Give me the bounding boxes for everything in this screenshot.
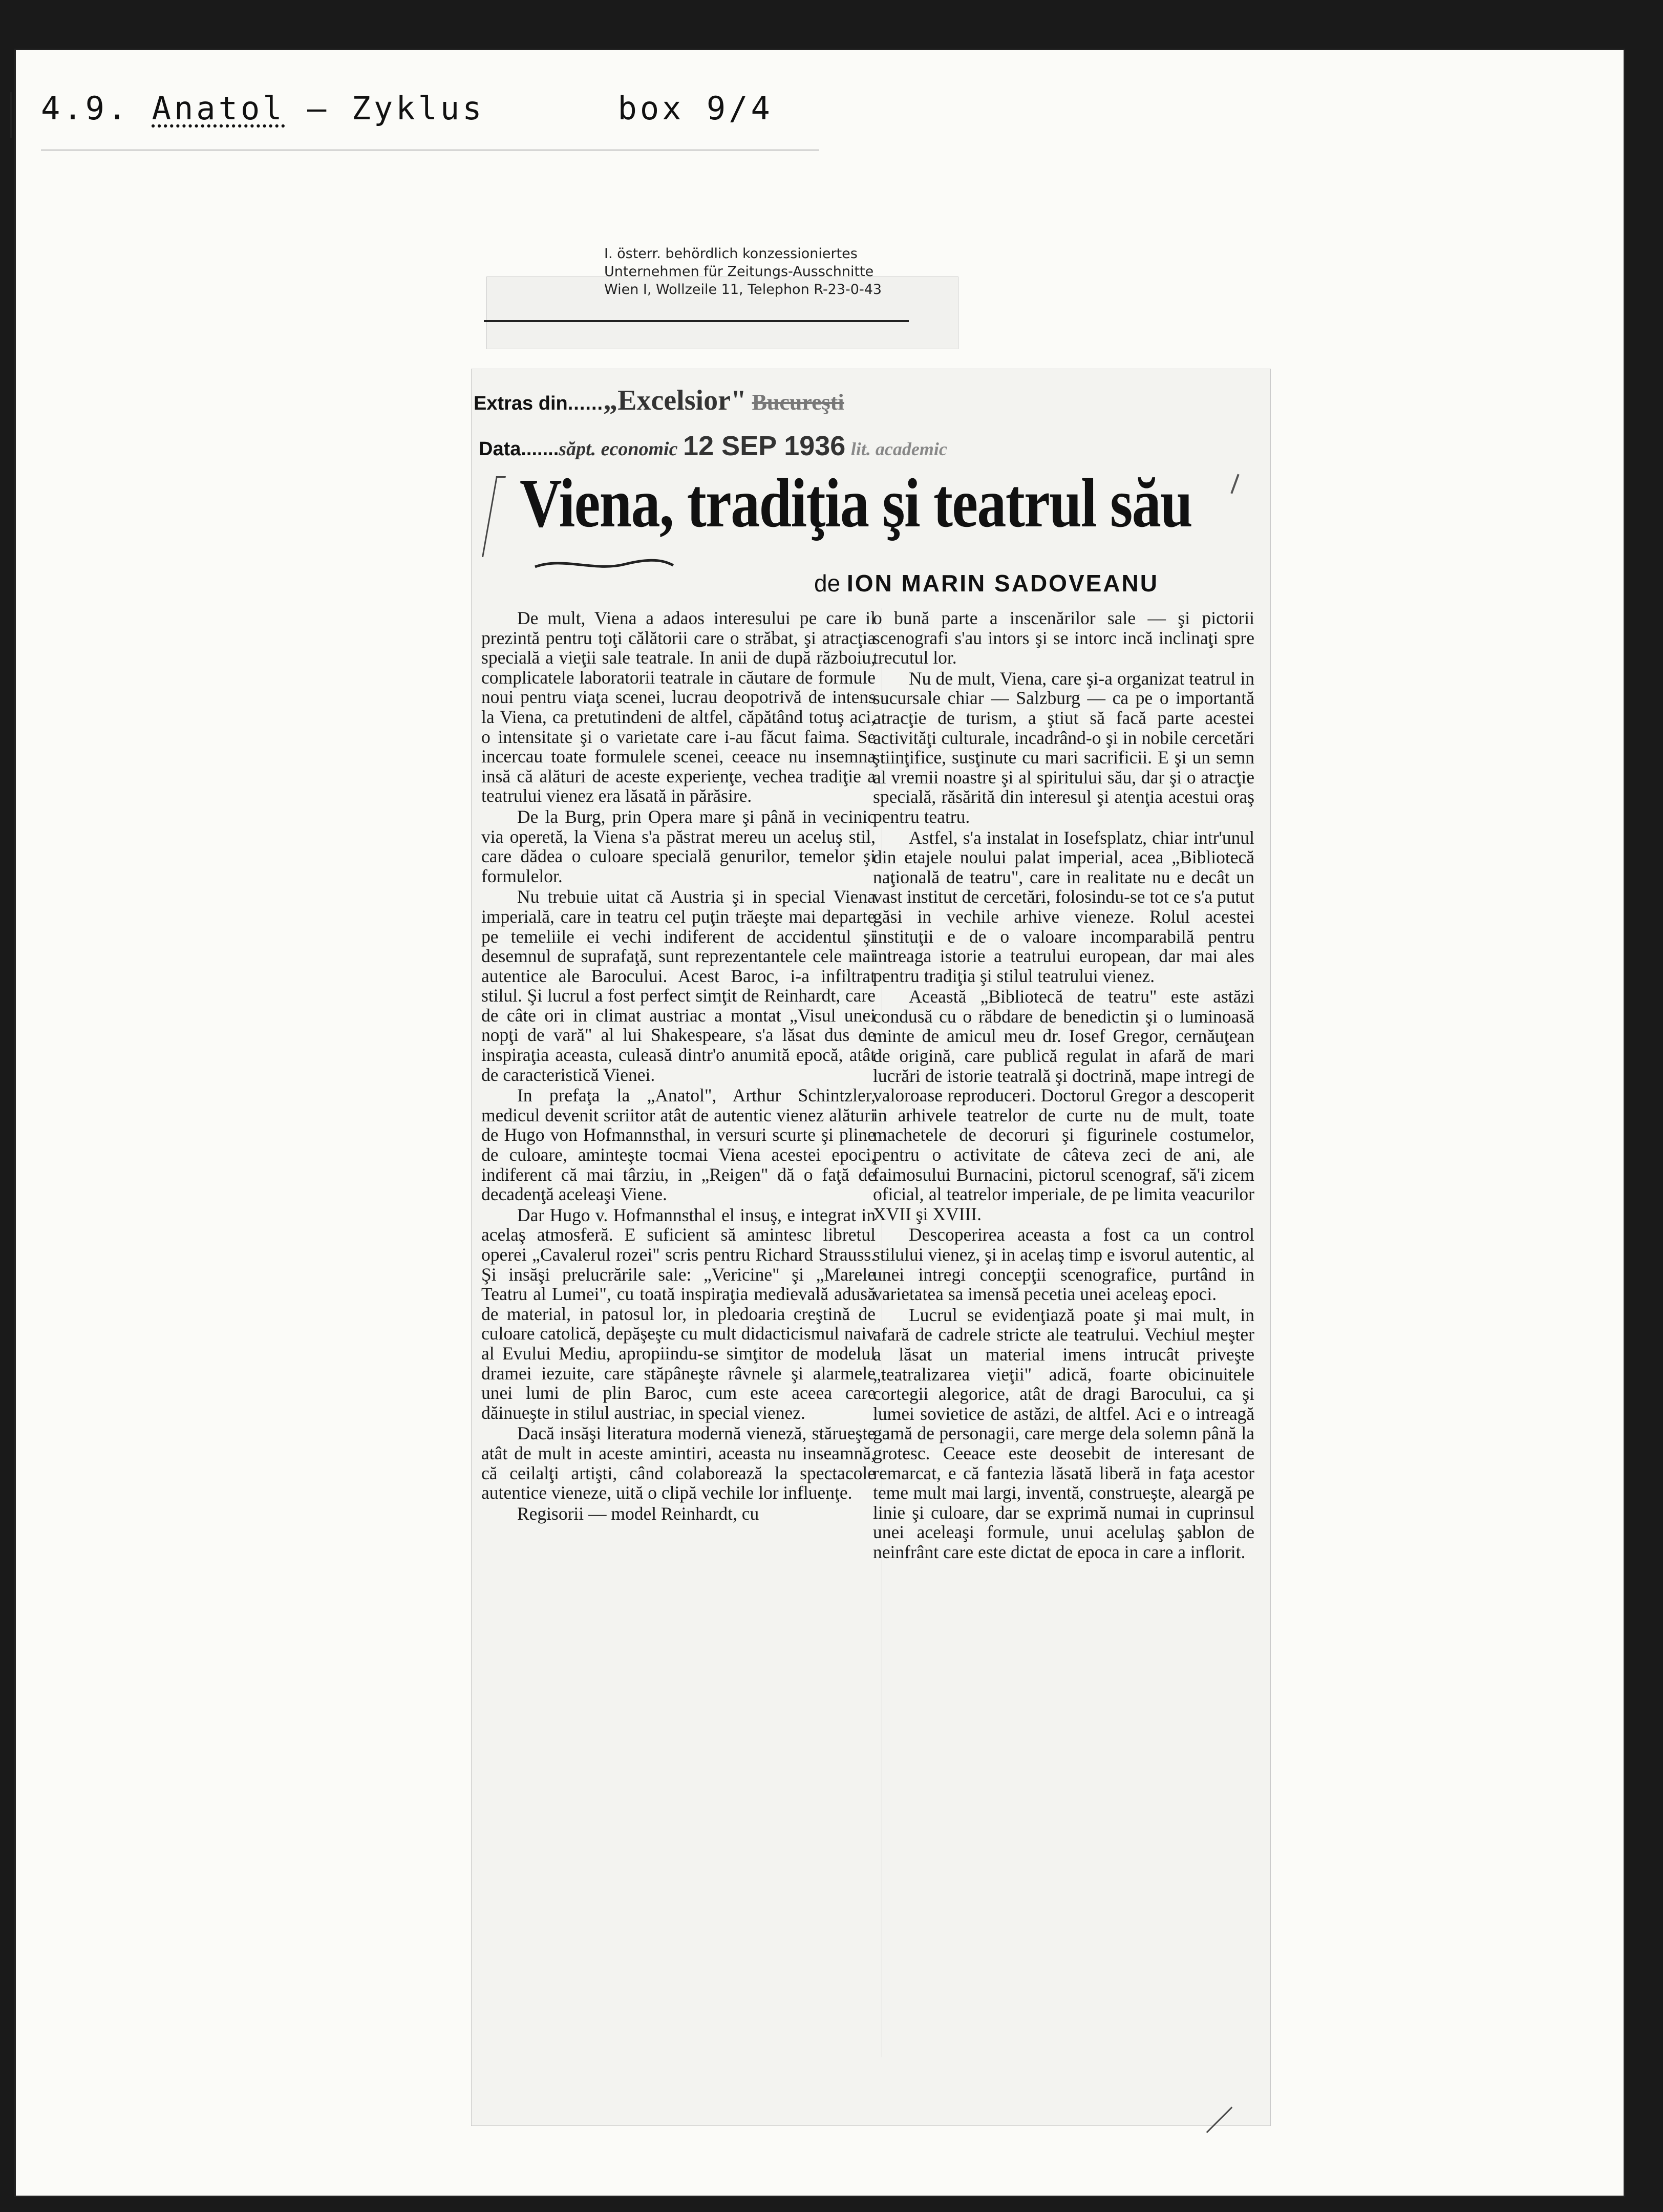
article-paragraph: In prefaţa la „Anatol", Arthur Schintzler, medicul devenit scriitor atât de autentic vienez alături de Hugo von Hofmannsthal, in versuri scurte şi pline de culoare, aminteşte tocmai Viena acestei epoci, indiferent că mai târziu, in „Reigen" dă o faţă de decadenţă aceleaşi Viene. — [481, 1085, 876, 1205]
archive-label — [41, 90, 773, 127]
article-paragraph: Lucrul se evidenţiază poate şi mai mult, in afară de cadrele stricte ale teatrului. Vechiul meşter a lăsat un material imens intrucât priveşte „teatralizarea vieţii" adică, foarte obicinuitele cortegii alegorice, atât de dragi Barocului, ca şi lumei sovietice de astăzi, de altfel. Aci e o intreagă gamă de personagii, care merge dela solemn până la grotesc. Ceeace este deosebit de interesant de remarcat, e că fantezia lăsată liberă in faţa acestor teme mult mai largi, inventă, construeşte, aleargă pe linie şi culoare, dar se exprimă numai in cuprinsul unei aceleaşi formule, unui acelulaş şablon de neinfrânt care este dictat de epoca in care a inflorit. — [873, 1304, 1254, 1562]
article-paragraph: Regisorii — model Reinhardt, cu — [517, 1503, 759, 1524]
article-column-left — [481, 608, 876, 1523]
date-stamp: 12 SEP 1936 — [683, 431, 846, 461]
data-label: Data — [479, 438, 521, 460]
agency-divider — [484, 320, 909, 322]
article-headline: Viena, tradiţia şi teatrul său — [520, 465, 1192, 542]
article-paragraph: Dacă insăşi literatura modernă vieneză, stărueşte atât de mult in aceste amintiri, aceasta nu inseamnă, că ceilalţi artişti, când colaborează la spectacole autentice vieneze, uită o clipă vechile lor influenţe. — [481, 1423, 876, 1503]
film-edge-mark — [10, 92, 12, 138]
faint-note: lit. academic — [850, 439, 947, 459]
byline-prefix: de — [814, 570, 841, 597]
byline — [814, 569, 1159, 597]
dotted-leader: ...... — [567, 393, 604, 414]
article-column-right — [873, 608, 1254, 1562]
date-line — [479, 430, 947, 462]
agency-line: Unternehmen für Zeitungs-Ausschnitte — [604, 264, 874, 280]
agency-line: I. österr. behördlich konzessioniertes — [604, 246, 858, 262]
author-name: ION MARIN SADOVEANU — [846, 570, 1159, 597]
archive-title: Anatol — [152, 90, 285, 127]
frequency-note: săpt. economic — [559, 438, 678, 460]
archive-number: 4.9. — [41, 90, 130, 127]
article-paragraph: Astfel, s'a instalat in Iosefsplatz, chiar intr'unul din etajele noului palat imperial, acea „Bibliotecă naţională de teatru", care in realitate nu e decât un vast institut de cercetări, folosindu-se tot ce s'a putut găsi in vechile arhive vieneze. Rolul acestei instituţii e de o valoare incomparabilă pentru intreaga istorie a teatrului european, dar mai ales pentru tradiţia şi stilul teatrului vienez. — [873, 827, 1254, 986]
city-stamp: Bucureşti — [752, 390, 844, 415]
article-paragraph: Nu de mult, Viena, care şi-a organizat teatrul in sucursale chiar — Salzburg — ca pe o importantă atracţie de turism, a ştiut să facă parte acestei activităţi culturale, incadrând-o şi in nobile cercetări ştiinţifice, susţinute cu mari sacrificii. E şi un semn al vremii noastre şi al spiritului său, dar şi o atracţie specială, răsărită din interesul şi atenţia acestui oraş pentru teatru. — [873, 668, 1254, 827]
archive-dash: – — [307, 90, 330, 127]
article-paragraph: De mult, Viena a adaos interesului pe care il prezintă pentru toţi călătorii care o străbat, şi atracţia specială a vieţii sale teatrale. In anii de după războiu, complicatele laboratorii teatrale in căutare de formule noui pentru viaţa scenei, lucrau deopotrivă de intens la Viena, ca pretutindeni de altfel, căpătând totuş aci, o intensitate şi o varietate care i-au făcut faima. Se incercau toate formulele scenei, ceeace nu insemna insă că alături de aceste experienţe, vechea tradiţie a teatrului vienez era lăsată in părăsire. — [481, 608, 876, 806]
publication-stamp: „Excelsior" — [603, 385, 747, 416]
article-paragraph: Această „Bibliotecă de teatru" este astăzi condusă cu o răbdare de benedictin şi o luminoasă minte de amicul meu dr. Iosef Gregor, cernăuţean de origină, care publică regulat in afară de mari lucrări de istorie teatrală şi doctrină, mape intregi de valoroase reproduceri. Doctorul Gregor a descoperit in arhivele teatrelor de curte nu de mult, toate machetele de decoruri şi figurinele costumelor, pentru o activitate de câteva zeci de ani, ale faimosului Burnacini, pictorul scenograf, să'i zicem oficial, al teatrelor imperiale, de pe limita veacurilor XVII şi XVIII. — [873, 986, 1254, 1224]
dotted-leader: ....... — [521, 438, 559, 460]
archive-box: box 9/4 — [617, 90, 773, 127]
article-paragraph: Nu trebuie uitat că Austria şi in special Viena imperială, care in teatru cel puţin trăeşte mai departe pe temeliile ei vechi indiferent de accidentul şi desemnul de suprafaţă, sunt reprezentantele cele mai autentice ale Barocului. Acest Baroc, i-a infiltrat stilul. Şi lucrul a fost perfect simţit de Reinhardt, care de câte ori in climat austriac a montat „Visul unei nopţi de vară" al lui Shakespeare, s'a lăsat dus de inspiraţia aceasta, culeasă dintr'o anumită epocă, atât de caracteristică Vienei. — [481, 886, 876, 1085]
agency-line: Wien I, Wollzeile 11, Telephon R-23-0-43 — [604, 282, 882, 297]
archive-series: Zyklus — [351, 90, 485, 127]
label-divider — [41, 150, 819, 151]
extras-label: Extras din — [474, 393, 568, 414]
source-line — [474, 384, 844, 417]
article-paragraph: Dar Hugo v. Hofmannsthal el insuş, e integrat in acelaş atmosferă. E suficient să amintesc libretul operei „Cavalerul rozei" scris pentru Richard Strauss. Şi insăşi prelucrările sale: „Vericine" şi „Marele Teatru al Lumei", cu toată inspiraţia medievală adusă de material, in patosul lor, in pledoaria creştină de culoare catolică, depăşeşte cu mult didacticismul naiv al Evului Mediu, apropiindu-se simţitor de modelul dramei iezuite, care stăpâneşte râvnele şi alarmele unei lumi de plin Baroc, cum este aceea care dăinueşte in stilul austriac, in special vienez. — [481, 1204, 876, 1423]
article-paragraph: o bună parte a inscenărilor sale — şi pictorii scenografi s'au intors şi se intorc incă inclinaţi spre trecutul lor. — [873, 608, 1254, 668]
underline-swash-icon — [532, 554, 676, 575]
article-paragraph: Descoperirea aceasta a fost ca un control stilului vienez, şi in acelaş timp e isvorul autentic, al unei intregi concepţii scenografice, purtând in varietatea sa imensă pecetia unei aceleaş epoci. — [873, 1224, 1254, 1305]
article-paragraph: De la Burg, prin Opera mare şi până in vecinic via operetă, la Viena s'a păstrat mereu un aceluş stil, care dădea o culoare specială genurilor, temelor şi formulelor. — [481, 806, 876, 886]
agency-stamp — [604, 245, 922, 299]
